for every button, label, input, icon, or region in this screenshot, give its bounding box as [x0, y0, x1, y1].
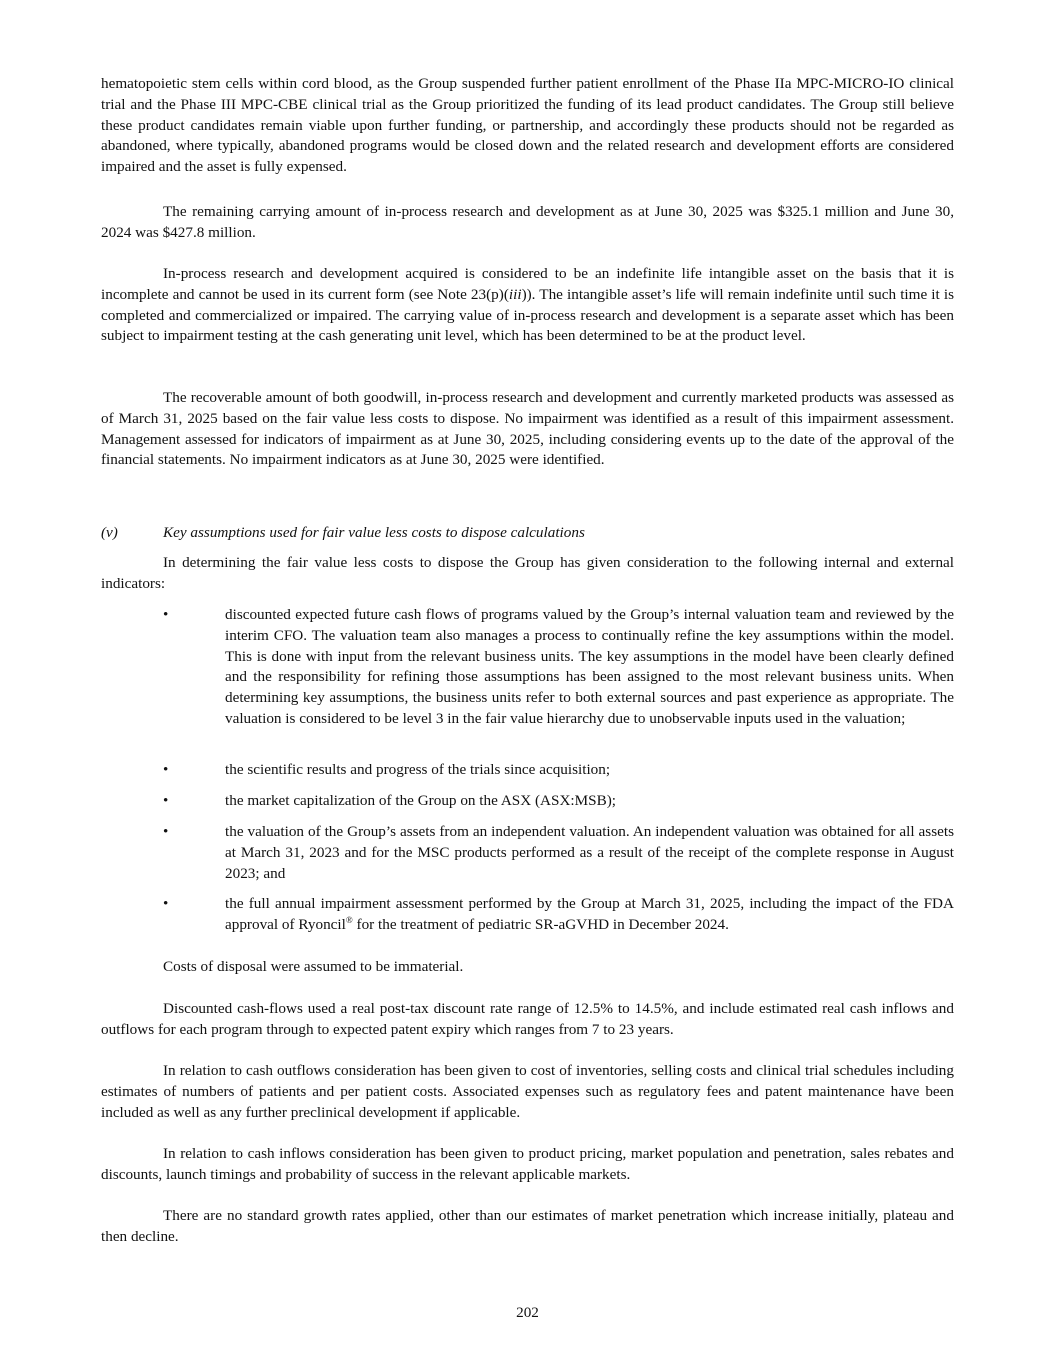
- text-part: )). The intangible asset’s life will remain indefinite until such time it is completed and commercialized or impaired. The carrying value of in-process research and development is a separate asset which has been subject to impairment testing at the cash generating unit level, which has been determined to be at the product level.: [101, 285, 954, 345]
- bullet-icon: •: [163, 761, 169, 778]
- bullet-icon: •: [163, 606, 169, 623]
- paragraph-cord-blood: hematopoietic stem cells within cord blood, as the Group suspended further patient enrollment of the Phase IIa MPC-MICRO-IO clinical trial and the Phase III MPC-CBE clinical trial as the Group prioritized the funding of its lead product candidates. The Group still believe these product candidates remain viable upon further funding, or partnership, and accordingly these products should not be regarded as abandoned, where typically, abandoned programs would be closed down and the related research and development efforts are considered impaired and the asset is fully expensed.: [101, 75, 954, 176]
- paragraph-indefinite-life: [101, 264, 954, 347]
- paragraph-outflows: In relation to cash outflows consideration has been given to cost of inventories, selling costs and clinical trial schedules including estimates of numbers of patients and per patient costs. Associated expenses such as regulatory fees and patent maintenance have been included as well as any further preclinical development if applicable.: [101, 1062, 954, 1121]
- registered-mark: ®: [345, 914, 353, 925]
- text-part: for the treatment of pediatric SR-aGVHD in December 2024.: [352, 915, 729, 933]
- bullet-icon: •: [163, 895, 169, 912]
- bullet-text: the market capitalization of the Group on the ASX (ASX:MSB);: [225, 792, 617, 809]
- bullet-item: [101, 822, 954, 884]
- text-italic: iii: [508, 285, 522, 303]
- bullet-item: [101, 791, 954, 812]
- bullet-item: [101, 760, 954, 781]
- bullet-text: [225, 894, 954, 936]
- page-number: 202: [516, 1304, 539, 1321]
- paragraph-discount: Discounted cash-flows used a real post-tax discount rate range of 12.5% to 14.5%, and include estimated real cash inflows and outflows for each program through to expected patent expiry which ranges from 7 to 23 years.: [101, 1000, 954, 1038]
- section-heading: [101, 523, 954, 544]
- paragraph-growth: There are no standard growth rates applied, other than our estimates of market penetration which increase initially, plateau and then decline.: [101, 1207, 954, 1245]
- bullet-text: the scientific results and progress of the trials since acquisition;: [225, 761, 611, 778]
- bullet-item: [101, 605, 954, 730]
- paragraph-recoverable-amount: The recoverable amount of both goodwill, in-process research and development and currently marketed products was assessed as of March 31, 2025 based on the fair value less costs to dispose. No impairment was identified as a result of this impairment assessment. Management assessed for indicators of impairment as at June 30, 2025, including considering events up to the date of the approval of the financial statements. No impairment indicators as at June 30, 2025 were identified.: [101, 389, 954, 469]
- text-part: the full annual impairment assessment performed by the Group at March 31, 2025, including the impact of the FDA approval of Ryoncil: [225, 895, 954, 933]
- paragraph-costs: Costs of disposal were assumed to be immaterial.: [163, 958, 464, 975]
- paragraph-carrying-amount: The remaining carrying amount of in-process research and development as at June 30, 2025 was $325.1 million and June 30, 2024 was $427.8 million.: [101, 203, 954, 241]
- section-title: Key assumptions used for fair value less costs to dispose calculations: [163, 524, 585, 541]
- bullet-icon: •: [163, 792, 169, 809]
- paragraph-inflows: In relation to cash inflows consideration has been given to product pricing, market population and penetration, sales rebates and discounts, launch timings and probability of success in the relevant applicable markets.: [101, 1145, 954, 1183]
- section-intro: In determining the fair value less costs to dispose the Group has given consideration to the following internal and external indicators:: [101, 554, 954, 592]
- bullet-text: discounted expected future cash flows of programs valued by the Group’s internal valuation team and reviewed by the interim CFO. The valuation team also manages a process to continually refine the key assumptions within the model. This is done with input from the relevant business units. The key assumptions in the model have been clearly defined and the responsibility for refining those assumptions has been assigned to the most relevant business units. When determining key assumptions, the business units refer to both external sources and past experience as appropriate. The valuation is considered to be level 3 in the fair value hierarchy due to unobservable inputs used in the valuation;: [225, 606, 954, 727]
- bullet-icon: •: [163, 823, 169, 840]
- bullet-item: [101, 894, 954, 936]
- text-part: In-process research and development acquired is considered to be an indefinite life intangible asset on the basis that it is incomplete and cannot be used in its current form (see Note 23(p)(: [101, 265, 954, 303]
- section-number: (v): [101, 524, 118, 541]
- bullet-text: the valuation of the Group’s assets from an independent valuation. An independent valuation was obtained for all assets at March 31, 2023 and for the MSC products performed as a result of the receipt of the complete response in August 2023; and: [225, 823, 954, 882]
